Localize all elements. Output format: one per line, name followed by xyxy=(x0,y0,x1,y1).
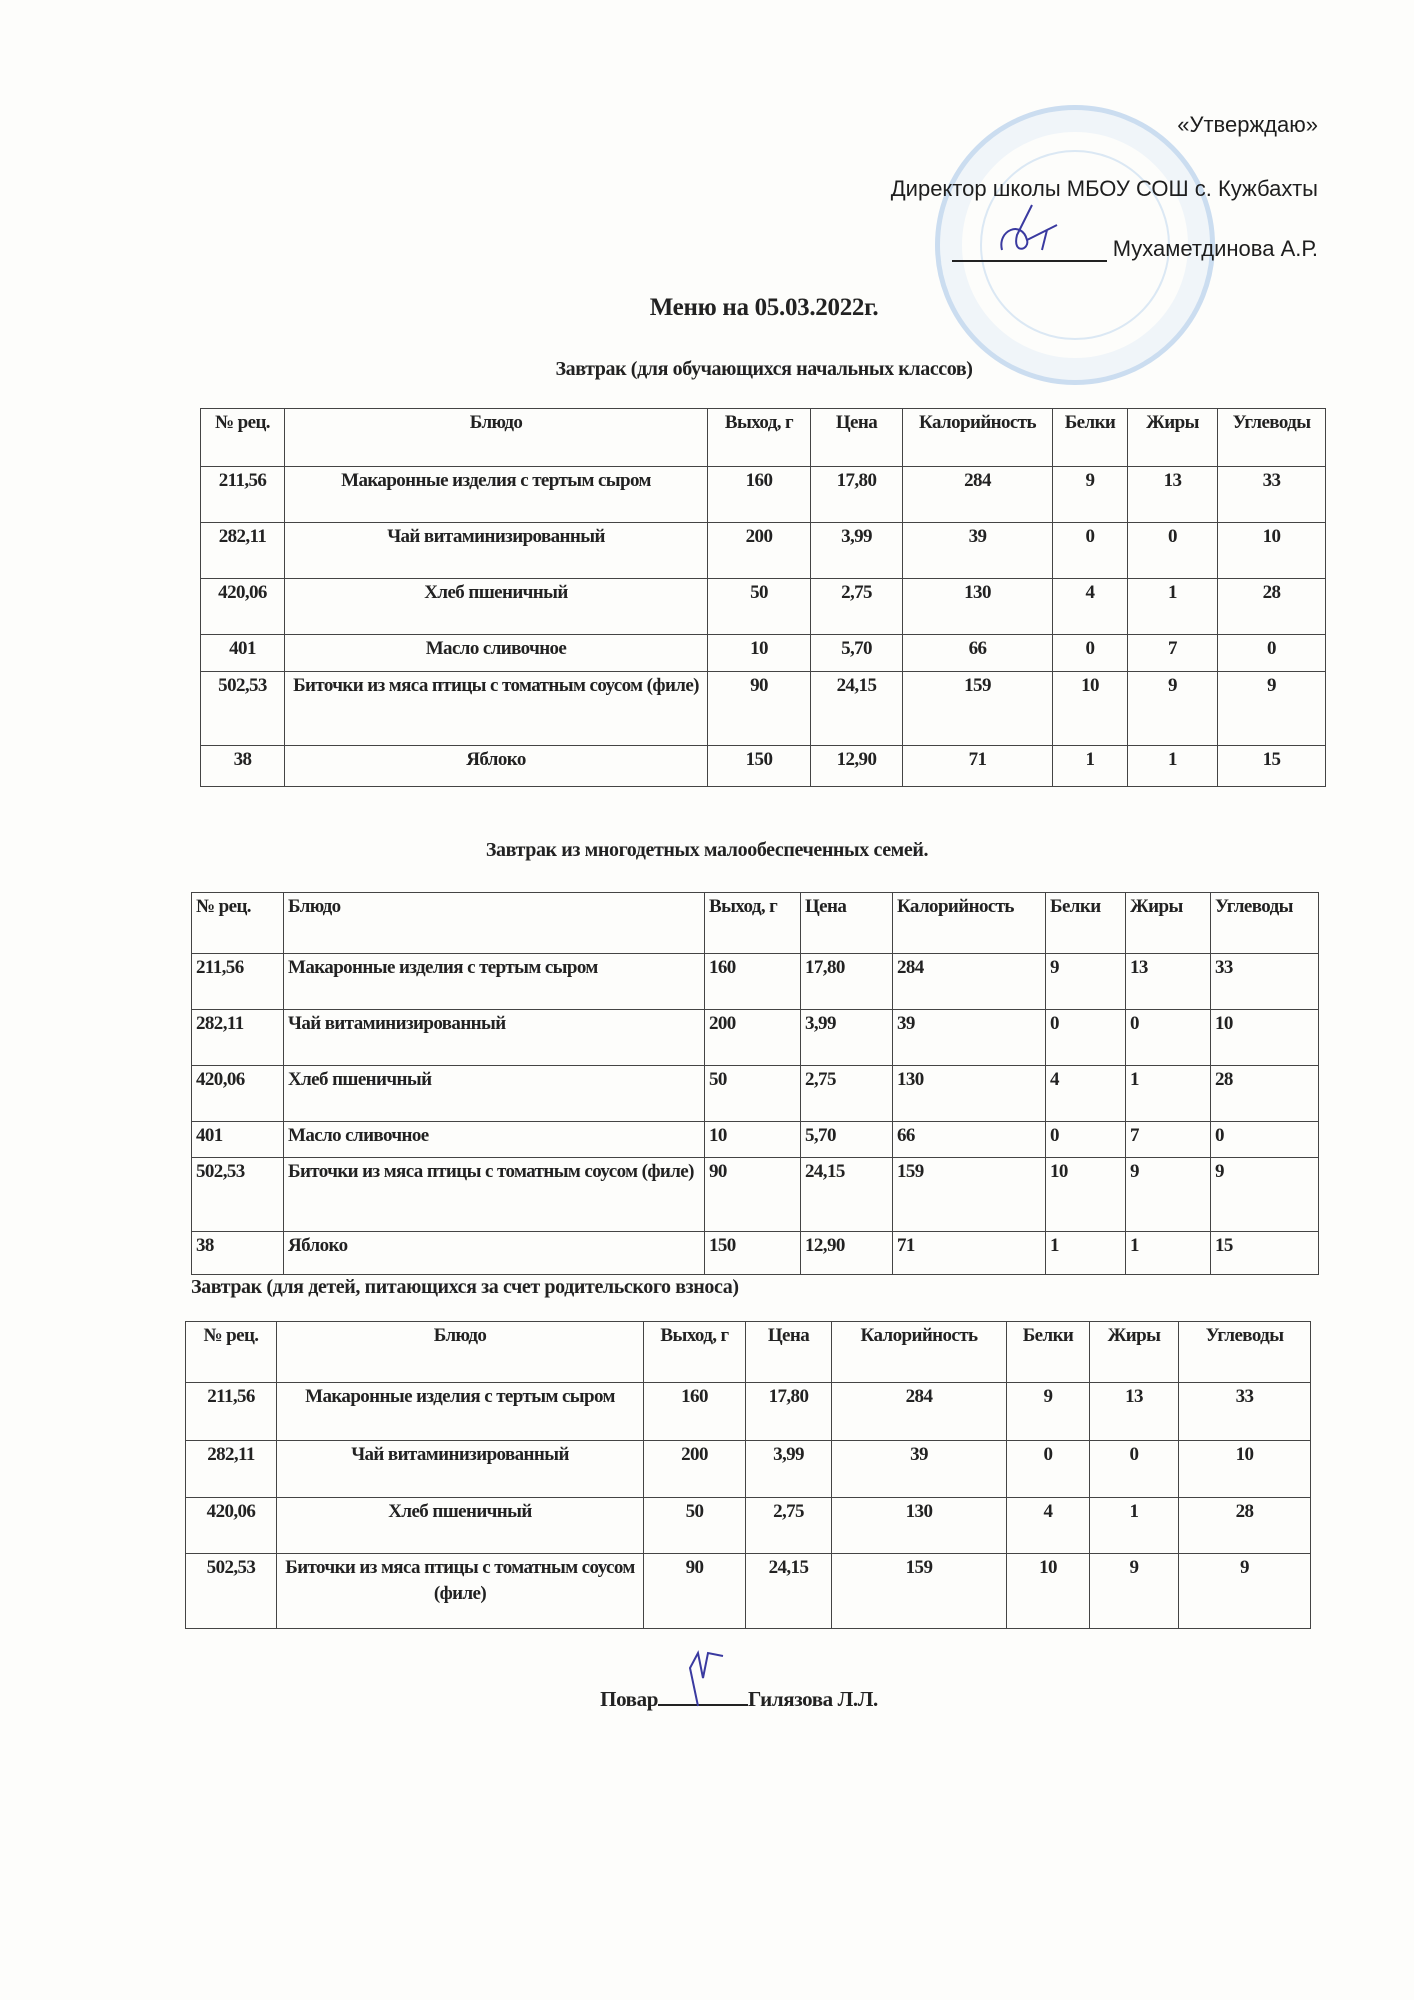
cell-recipe-number: 420,06 xyxy=(186,1498,277,1554)
cell-carbs: 0 xyxy=(1218,635,1326,672)
cell-recipe-number: 211,56 xyxy=(186,1383,277,1441)
cell-fats: 0 xyxy=(1126,1010,1211,1066)
approve-label: «Утверждаю» xyxy=(1177,112,1318,137)
cell-proteins: 0 xyxy=(1053,635,1128,672)
cell-calories: 39 xyxy=(893,1010,1046,1066)
cell-calories: 284 xyxy=(832,1383,1007,1441)
cell-yield: 200 xyxy=(708,523,811,579)
cook-signature-scribble-icon xyxy=(678,1648,738,1708)
cell-price: 17,80 xyxy=(811,467,903,523)
cell-yield: 160 xyxy=(708,467,811,523)
cell-price: 2,75 xyxy=(811,579,903,635)
cell-dish: Масло сливочное xyxy=(285,635,708,672)
cell-carbs: 9 xyxy=(1179,1554,1311,1629)
header-dish: Блюдо xyxy=(277,1322,644,1383)
table-row xyxy=(186,1383,1311,1441)
cell-fats: 13 xyxy=(1126,954,1211,1010)
cell-price: 3,99 xyxy=(811,523,903,579)
director-position: Директор школы МБОУ СОШ с. Кужбахты xyxy=(890,176,1318,201)
cell-calories: 159 xyxy=(893,1158,1046,1232)
cell-price: 2,75 xyxy=(746,1498,832,1554)
cell-carbs: 28 xyxy=(1218,579,1326,635)
cell-proteins: 10 xyxy=(1007,1554,1090,1629)
cell-dish: Макаронные изделия с тертым сыром xyxy=(285,467,708,523)
cell-calories: 284 xyxy=(893,954,1046,1010)
cell-recipe-number: 420,06 xyxy=(192,1066,284,1122)
signature-scribble-icon xyxy=(992,200,1072,260)
cell-price: 12,90 xyxy=(811,746,903,787)
cell-calories: 159 xyxy=(832,1554,1007,1629)
cell-fats: 1 xyxy=(1126,1232,1211,1275)
cell-dish: Биточки из мяса птицы с томатным соусом (филе) xyxy=(284,1158,705,1232)
cell-recipe-number: 282,11 xyxy=(192,1010,284,1066)
cell-proteins: 10 xyxy=(1053,672,1128,746)
cell-price: 17,80 xyxy=(746,1383,832,1441)
cell-yield: 90 xyxy=(708,672,811,746)
cell-calories: 39 xyxy=(832,1441,1007,1498)
cell-yield: 150 xyxy=(708,746,811,787)
cell-dish: Хлеб пшеничный xyxy=(277,1498,644,1554)
cell-recipe-number: 38 xyxy=(201,746,285,787)
table-row xyxy=(192,1158,1319,1232)
cell-proteins: 9 xyxy=(1007,1383,1090,1441)
cell-yield: 50 xyxy=(708,579,811,635)
cell-dish: Яблоко xyxy=(284,1232,705,1275)
cell-dish: Чай витаминизированный xyxy=(284,1010,705,1066)
cell-yield: 160 xyxy=(705,954,801,1010)
table-row xyxy=(186,1498,1311,1554)
cell-proteins: 0 xyxy=(1046,1010,1126,1066)
cell-carbs: 33 xyxy=(1211,954,1319,1010)
cell-proteins: 1 xyxy=(1046,1232,1126,1275)
cell-calories: 159 xyxy=(903,672,1053,746)
cell-dish: Макаронные изделия с тертым сыром xyxy=(277,1383,644,1441)
header-yield: Выход, г xyxy=(644,1322,746,1383)
header-price: Цена xyxy=(801,893,893,954)
cell-carbs: 10 xyxy=(1211,1010,1319,1066)
header-yield: Выход, г xyxy=(705,893,801,954)
cell-proteins: 0 xyxy=(1046,1122,1126,1158)
cell-proteins: 1 xyxy=(1053,746,1128,787)
cell-price: 12,90 xyxy=(801,1232,893,1275)
header-carbs: Углеводы xyxy=(1211,893,1319,954)
cell-yield: 160 xyxy=(644,1383,746,1441)
cell-price: 17,80 xyxy=(801,954,893,1010)
cell-calories: 71 xyxy=(903,746,1053,787)
table-row xyxy=(201,467,1326,523)
cell-carbs: 33 xyxy=(1179,1383,1311,1441)
cell-recipe-number: 211,56 xyxy=(201,467,285,523)
header-yield: Выход, г xyxy=(708,409,811,467)
cell-calories: 66 xyxy=(893,1122,1046,1158)
cell-price: 2,75 xyxy=(801,1066,893,1122)
page-title: Меню на 05.03.2022г. xyxy=(649,294,879,321)
cell-fats: 7 xyxy=(1128,635,1218,672)
cell-recipe-number: 401 xyxy=(192,1122,284,1158)
cook-signature-line xyxy=(0,1686,1414,1712)
cell-fats: 13 xyxy=(1128,467,1218,523)
cell-recipe-number: 502,53 xyxy=(192,1158,284,1232)
table-row xyxy=(201,523,1326,579)
menu-table-primary xyxy=(200,408,1326,787)
table-row xyxy=(186,1554,1311,1629)
header-recipe-number: № рец. xyxy=(186,1322,277,1383)
table-row xyxy=(192,1122,1319,1158)
signature xyxy=(952,238,1107,262)
menu-table-parent-paid xyxy=(185,1321,1311,1629)
cell-dish: Чай витаминизированный xyxy=(277,1441,644,1498)
header-price: Цена xyxy=(811,409,903,467)
cell-proteins: 10 xyxy=(1046,1158,1126,1232)
cell-yield: 90 xyxy=(705,1158,801,1232)
cell-price: 5,70 xyxy=(811,635,903,672)
cell-calories: 130 xyxy=(903,579,1053,635)
cell-proteins: 9 xyxy=(1046,954,1126,1010)
header-dish: Блюдо xyxy=(285,409,708,467)
header-proteins: Белки xyxy=(1046,893,1126,954)
cell-dish: Биточки из мяса птицы с томатным соусом (филе) xyxy=(285,672,708,746)
header-fats: Жиры xyxy=(1128,409,1218,467)
cell-fats: 0 xyxy=(1128,523,1218,579)
cell-carbs: 28 xyxy=(1179,1498,1311,1554)
header-calories: Калорийность xyxy=(903,409,1053,467)
cell-dish: Хлеб пшеничный xyxy=(285,579,708,635)
cell-calories: 39 xyxy=(903,523,1053,579)
header-proteins: Белки xyxy=(1007,1322,1090,1383)
cell-carbs: 10 xyxy=(1218,523,1326,579)
header-fats: Жиры xyxy=(1126,893,1211,954)
cell-price: 24,15 xyxy=(746,1554,832,1629)
cell-proteins: 4 xyxy=(1007,1498,1090,1554)
table-row xyxy=(192,1232,1319,1275)
header-calories: Калорийность xyxy=(832,1322,1007,1383)
header-fats: Жиры xyxy=(1090,1322,1179,1383)
cell-carbs: 33 xyxy=(1218,467,1326,523)
table-row xyxy=(192,1066,1319,1122)
cell-recipe-number: 282,11 xyxy=(201,523,285,579)
cell-yield: 200 xyxy=(705,1010,801,1066)
cell-recipe-number: 282,11 xyxy=(186,1441,277,1498)
cook-label: Повар xyxy=(600,1687,659,1711)
header-row xyxy=(192,893,1319,954)
cell-fats: 1 xyxy=(1128,579,1218,635)
cell-carbs: 9 xyxy=(1211,1158,1319,1232)
cell-proteins: 9 xyxy=(1053,467,1128,523)
header-price: Цена xyxy=(746,1322,832,1383)
cell-dish: Биточки из мяса птицы с томатным соусом (филе) xyxy=(277,1554,644,1629)
cell-recipe-number: 38 xyxy=(192,1232,284,1275)
cell-fats: 1 xyxy=(1126,1066,1211,1122)
cell-carbs: 15 xyxy=(1211,1232,1319,1275)
cell-proteins: 0 xyxy=(1007,1441,1090,1498)
section-heading-2: Завтрак из многодетных малообеспеченных семей. xyxy=(485,839,929,861)
cell-dish: Яблоко xyxy=(285,746,708,787)
table-row xyxy=(192,954,1319,1010)
cell-carbs: 15 xyxy=(1218,746,1326,787)
header-dish: Блюдо xyxy=(284,893,705,954)
cell-yield: 50 xyxy=(644,1498,746,1554)
cell-carbs: 0 xyxy=(1211,1122,1319,1158)
cell-fats: 9 xyxy=(1128,672,1218,746)
cell-recipe-number: 211,56 xyxy=(192,954,284,1010)
cell-proteins: 4 xyxy=(1053,579,1128,635)
cell-dish: Макаронные изделия с тертым сыром xyxy=(284,954,705,1010)
cell-dish: Масло сливочное xyxy=(284,1122,705,1158)
cell-calories: 130 xyxy=(832,1498,1007,1554)
section-heading-3: Завтрак (для детей, питающихся за счет родительского взноса) xyxy=(191,1276,739,1298)
header-row xyxy=(186,1322,1311,1383)
cell-price: 24,15 xyxy=(811,672,903,746)
director-signature-line xyxy=(952,236,1318,262)
cell-proteins: 0 xyxy=(1053,523,1128,579)
table-row xyxy=(201,672,1326,746)
cell-calories: 130 xyxy=(893,1066,1046,1122)
table-row xyxy=(186,1441,1311,1498)
cell-recipe-number: 502,53 xyxy=(186,1554,277,1629)
cook-name: Гилязова Л.Л. xyxy=(748,1687,878,1711)
table-row xyxy=(201,579,1326,635)
cell-calories: 66 xyxy=(903,635,1053,672)
menu-table-large-families xyxy=(191,892,1319,1275)
cell-fats: 9 xyxy=(1126,1158,1211,1232)
cell-recipe-number: 502,53 xyxy=(201,672,285,746)
cell-recipe-number: 401 xyxy=(201,635,285,672)
header-proteins: Белки xyxy=(1053,409,1128,467)
cell-price: 24,15 xyxy=(801,1158,893,1232)
cell-carbs: 9 xyxy=(1218,672,1326,746)
cell-yield: 10 xyxy=(705,1122,801,1158)
cell-price: 3,99 xyxy=(746,1441,832,1498)
table-row xyxy=(192,1010,1319,1066)
cell-yield: 150 xyxy=(705,1232,801,1275)
cell-carbs: 28 xyxy=(1211,1066,1319,1122)
cell-yield: 10 xyxy=(708,635,811,672)
cell-fats: 1 xyxy=(1128,746,1218,787)
cell-fats: 7 xyxy=(1126,1122,1211,1158)
cell-yield: 90 xyxy=(644,1554,746,1629)
table-row xyxy=(201,746,1326,787)
cell-carbs: 10 xyxy=(1179,1441,1311,1498)
header-carbs: Углеводы xyxy=(1179,1322,1311,1383)
table-row xyxy=(201,635,1326,672)
cell-calories: 284 xyxy=(903,467,1053,523)
cell-yield: 50 xyxy=(705,1066,801,1122)
header-carbs: Углеводы xyxy=(1218,409,1326,467)
cell-fats: 1 xyxy=(1090,1498,1179,1554)
header-recipe-number: № рец. xyxy=(192,893,284,954)
header-recipe-number: № рец. xyxy=(201,409,285,467)
cell-proteins: 4 xyxy=(1046,1066,1126,1122)
header-calories: Калорийность xyxy=(893,893,1046,954)
cell-fats: 0 xyxy=(1090,1441,1179,1498)
cell-fats: 9 xyxy=(1090,1554,1179,1629)
header-row xyxy=(201,409,1326,467)
cell-calories: 71 xyxy=(893,1232,1046,1275)
section-heading-1: Завтрак (для обучающихся начальных классов) xyxy=(555,358,973,380)
cell-recipe-number: 420,06 xyxy=(201,579,285,635)
director-name: Мухаметдинова А.Р. xyxy=(1112,236,1318,261)
cell-dish: Хлеб пшеничный xyxy=(284,1066,705,1122)
cell-fats: 13 xyxy=(1090,1383,1179,1441)
cell-price: 3,99 xyxy=(801,1010,893,1066)
cell-price: 5,70 xyxy=(801,1122,893,1158)
cell-dish: Чай витаминизированный xyxy=(285,523,708,579)
cell-yield: 200 xyxy=(644,1441,746,1498)
cook-signature xyxy=(658,1686,748,1706)
